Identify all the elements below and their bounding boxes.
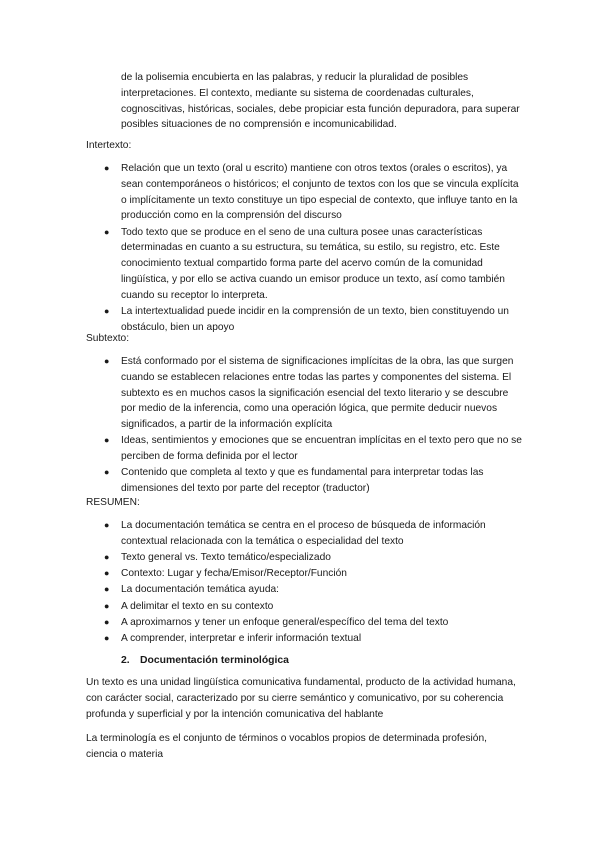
list-item: ● Todo texto que se produce en el seno de una cultura posee unas características determinadas en cuanto a su estructura, su temática, su estilo, su registro, etc. Este conocimiento textual compartido forma parte del acervo común de la comunidad lingüística, y por ello se activa cuando un emisor produce un texto, así como también cuando su receptor lo interpreta. — [104, 226, 505, 301]
list-item: ● Está conformado por el sistema de significaciones implícitas de la obra, las que surgen cuando se establecen relaciones entre todas las partes y componentes del sistema. El subtexto es en muchos casos la significación esencial del texto literario y se descubre por medio de la inferencia, como una operación lógica, que permite deducir nuevos significados, a partir de la información explícita — [104, 356, 514, 431]
list-item: ● Relación que un texto (oral u escrito) mantiene con otros textos (orales o escritos), ya sean contemporáneos o históricos; el conjunto de textos con los que se vincula explícita o implícitamente un texto constituye un tipo especial de contexto, que influye tanto en la producción como en la comprensión del discurso — [104, 163, 519, 222]
bullet-icon: ● — [104, 163, 110, 173]
bullet-icon: ● — [104, 551, 110, 562]
continuation-paragraph: de la polisemia encubierta en las palabras, y reducir la pluralidad de posibles interpretaciones. El contexto, mediante su sistema de coordenadas culturales, cognoscitivas, históricas, sociales, debe propiciar esta función depuradora, para superar posibles situaciones de no comprensión e incomunicabilidad. — [121, 72, 520, 131]
list-item: ● La documentación temática ayuda: — [104, 582, 522, 598]
resumen-label: RESUMEN: — [86, 497, 140, 508]
resumen-list — [104, 518, 522, 647]
paragraph: Un texto es una unidad lingüística comunicativa fundamental, producto de la actividad humana, con carácter social, caracterizado por su cierre semántico y comunicativo, por su coherencia profunda y superficial y por la intención comunicativa del hablante — [86, 677, 516, 720]
list-item: ● A aproximarnos y tener un enfoque general/específico del tema del texto — [104, 615, 522, 631]
subtexto-list — [104, 354, 522, 497]
bullet-icon: ● — [104, 305, 110, 316]
list-item: ● A delimitar el texto en su contexto — [104, 599, 522, 615]
intertexto-list — [104, 161, 522, 336]
bullet-icon: ● — [104, 632, 110, 643]
list-item: ● Texto general vs. Texto temático/especializado — [104, 550, 522, 566]
list-item: ● La intertextualidad puede incidir en la comprensión de un texto, bien constituyendo un obstáculo, bien un apoyo — [104, 305, 509, 333]
bullet-icon: ● — [104, 467, 110, 478]
list-item: ● Ideas, sentimientos y emociones que se encuentran implícitas en el texto pero que no se perciben de forma definida por el lector — [104, 435, 522, 463]
bullet-icon: ● — [104, 568, 110, 579]
paragraph: La terminología es el conjunto de términos o vocablos propios de determinada profesión, ciencia o materia — [86, 733, 487, 760]
section-number: 2. — [121, 655, 130, 666]
list-item: ● Contexto: Lugar y fecha/Emisor/Receptor/Función — [104, 566, 522, 582]
bullet-icon: ● — [104, 435, 110, 446]
bullet-icon: ● — [104, 356, 110, 366]
subtexto-label: Subtexto: — [86, 333, 130, 344]
list-item: ● A comprender, interpretar e inferir información textual — [104, 631, 522, 647]
bullet-icon: ● — [104, 600, 110, 611]
section-title: Documentación terminológica — [140, 655, 289, 666]
intertexto-label: Intertexto: — [86, 140, 132, 151]
bullet-icon: ● — [104, 520, 110, 530]
bullet-icon: ● — [104, 226, 110, 237]
bullet-icon: ● — [104, 584, 110, 595]
list-item: ● Contenido que completa al texto y que es fundamental para interpretar todas las dimensiones del texto por parte del receptor (traductor) — [104, 467, 484, 495]
bullet-icon: ● — [104, 616, 110, 627]
section-heading — [121, 655, 289, 666]
list-item: ● La documentación temática se centra en el proceso de búsqueda de información contextual relacionada con la temática o especialidad del texto — [104, 520, 486, 547]
